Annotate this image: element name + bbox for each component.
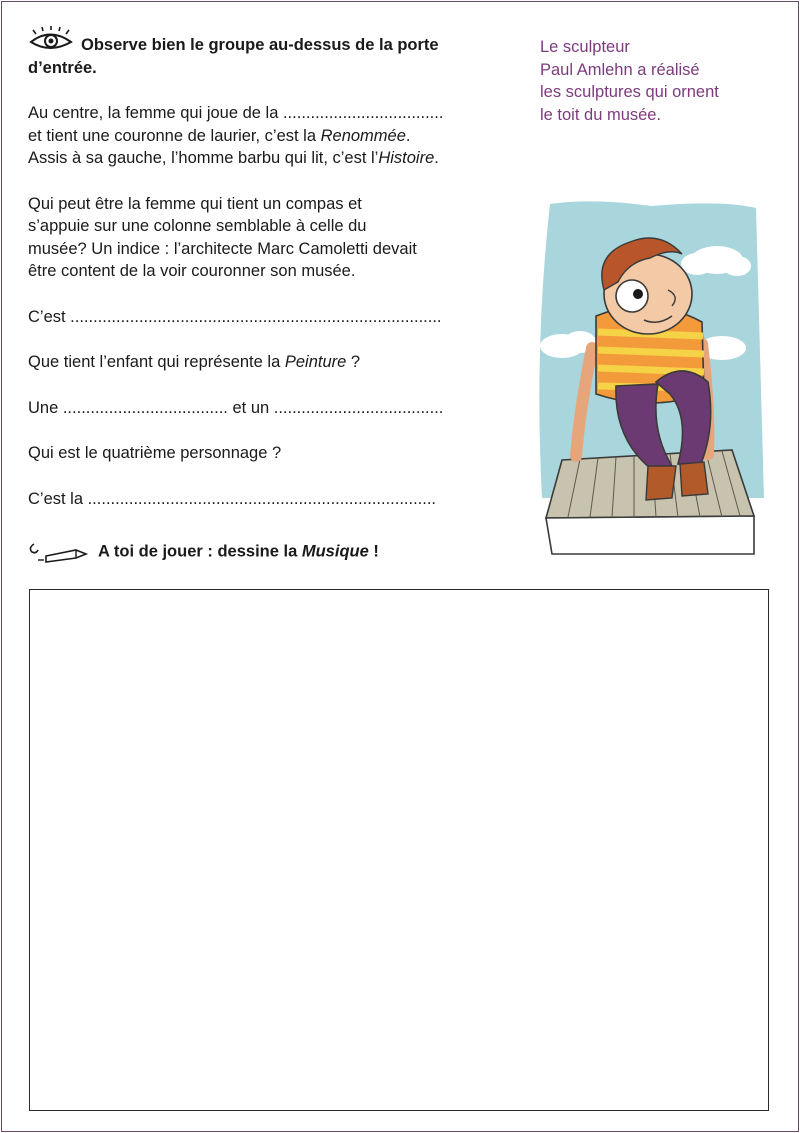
text-line: Qui peut être la femme qui tient un compas et xyxy=(28,194,362,213)
text-fragment: Assis à sa gauche, l’homme barbu qui lit, c’est l’ xyxy=(28,149,379,167)
emphasis-histoire: Histoire xyxy=(378,149,435,167)
side-note-line: Le sculpteur xyxy=(540,38,630,56)
text-fragment: et un ..................................... xyxy=(227,398,444,417)
paragraph-renommee xyxy=(28,102,518,170)
right-shoe xyxy=(680,462,708,496)
text-line: musée? Un indice : l’architecte Marc Camoletti devait xyxy=(28,239,417,258)
draw-heading xyxy=(28,540,379,564)
answer-line-3: C’est la ............................................................................ xyxy=(28,489,437,508)
left-shoe xyxy=(646,466,676,500)
text-line: être content de la voir couronner son musée. xyxy=(28,262,356,280)
pupil xyxy=(633,289,643,299)
side-note-line: Paul Amlehn a réalisé xyxy=(540,60,700,79)
emphasis-renommee: Renommée xyxy=(320,126,406,145)
observe-heading xyxy=(28,34,518,79)
answer-line-2 xyxy=(28,397,518,420)
roof-edge xyxy=(546,516,754,554)
answer-line-1: C’est ................................................................................. xyxy=(28,307,442,326)
text-line: s’appuie sur une colonne semblable à celle du xyxy=(28,217,367,235)
text-fragment: ? xyxy=(346,353,361,371)
emphasis-peinture: Peinture xyxy=(284,353,347,371)
question-peinture xyxy=(28,351,518,374)
heading-line-1: Observe bien le groupe au-dessus de la porte xyxy=(81,36,439,54)
draw-label-end: ! xyxy=(368,542,379,561)
eye-icon xyxy=(28,26,74,56)
boy-on-roof-illustration xyxy=(532,198,764,560)
worksheet-text xyxy=(28,34,518,510)
side-note-line: les sculptures qui ornent xyxy=(540,83,719,101)
question-quatrieme: Qui est le quatrième personnage ? xyxy=(28,444,282,462)
paragraph-question-compas xyxy=(28,193,518,283)
heading-line-2: d’entrée. xyxy=(28,58,97,77)
draw-label: A toi de jouer : dessine la xyxy=(98,542,302,561)
side-note-line: le toit du musée. xyxy=(540,105,662,124)
pencil-icon xyxy=(28,540,90,564)
side-note xyxy=(540,36,780,126)
emphasis-musique: Musique xyxy=(301,542,369,561)
text-fragment: . xyxy=(434,149,439,167)
drawing-area[interactable] xyxy=(29,589,769,1111)
text-fragment: et tient une couronne de laurier, c’est la xyxy=(28,126,321,145)
eye xyxy=(616,280,648,312)
text-line: Au centre, la femme qui joue de la ................................... xyxy=(28,104,444,122)
text-fragment: Que tient l’enfant qui représente la xyxy=(28,353,285,371)
text-fragment: . xyxy=(405,126,411,145)
text-fragment: Une .................................... xyxy=(28,398,228,417)
